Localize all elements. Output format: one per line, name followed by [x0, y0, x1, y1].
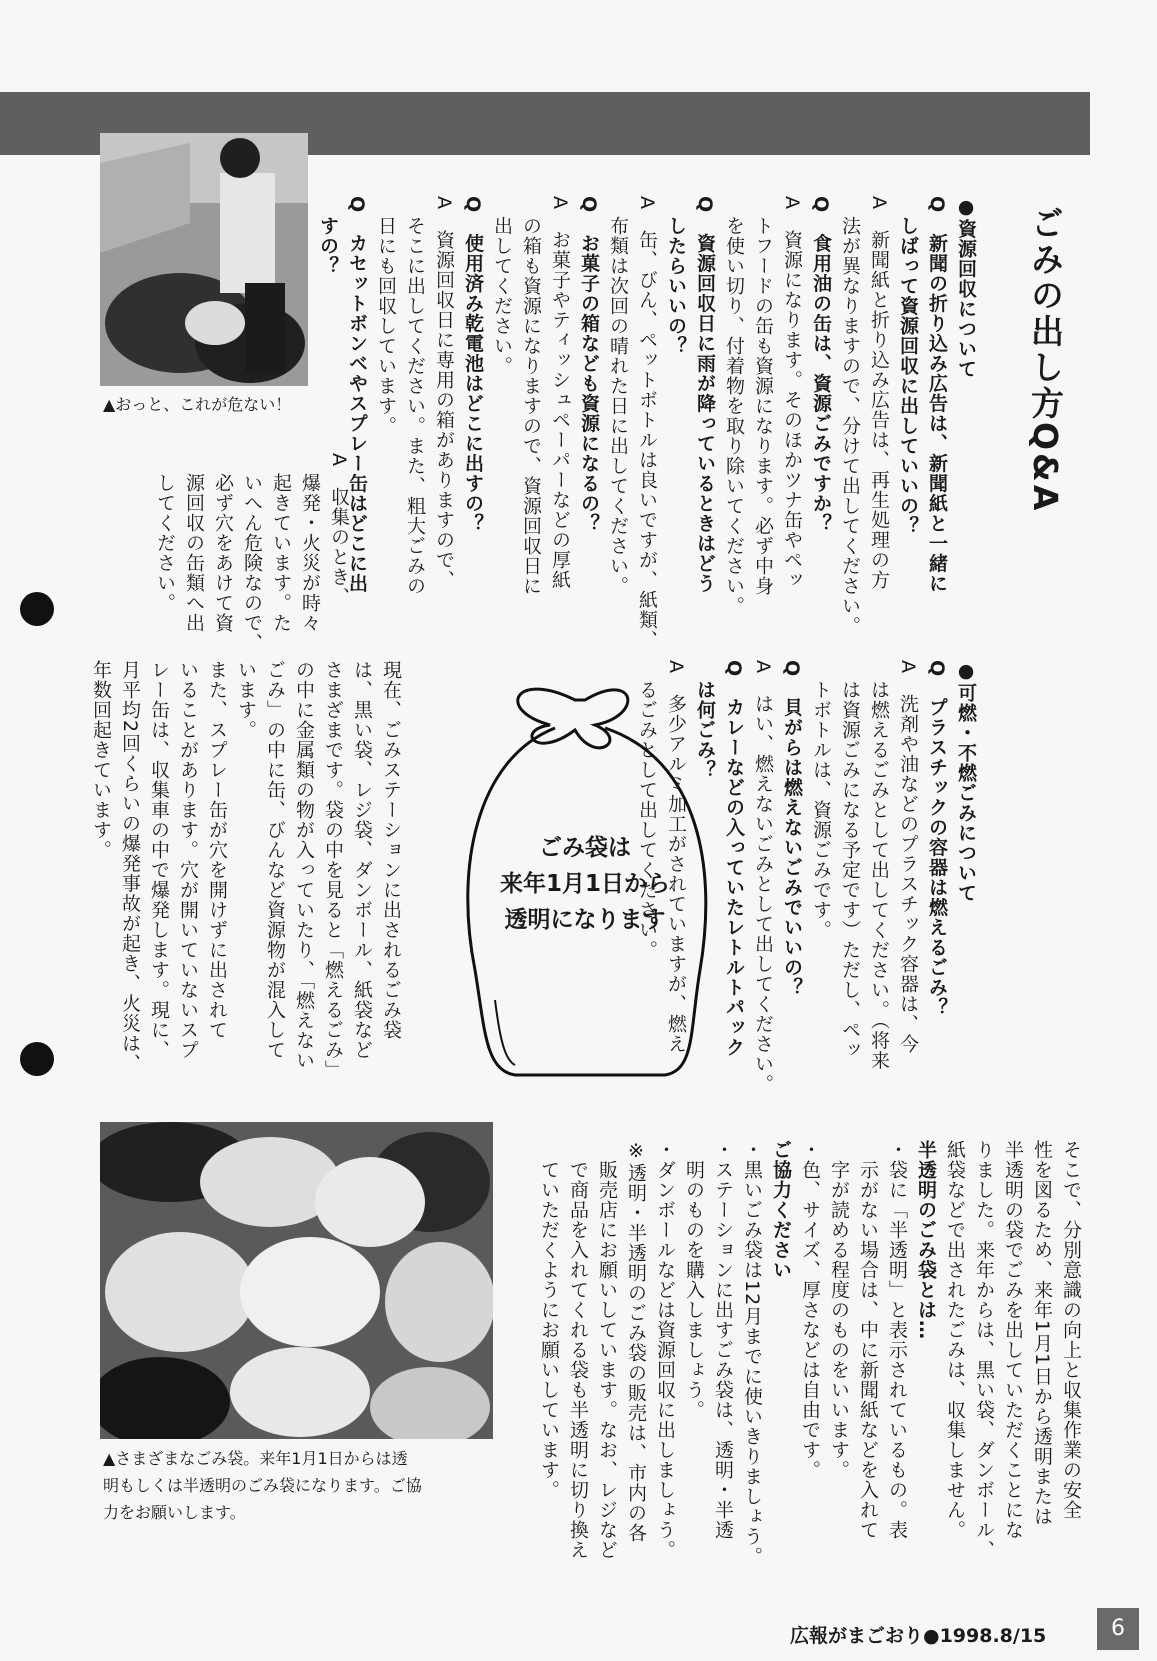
text-line: 示がない場合は、中に新聞紙などを入れて — [857, 1140, 879, 1540]
text-line: A 多少アルミ加工がされていますが、燃え — [665, 660, 687, 1054]
photo-various-bags — [100, 1122, 493, 1439]
text-line: 明のものを購入しましょう。 — [683, 1140, 705, 1420]
text-line: Q 使用済み乾電池はどこに出すの？ — [462, 196, 484, 534]
text-line: ご協力ください — [770, 1140, 792, 1280]
text-line: いることがあります。穴が開いていないスプ — [177, 660, 199, 1060]
text-line: 起きています。た — [270, 453, 292, 633]
text-line: したらいいの？ — [665, 196, 687, 356]
text-line: 月平均2回くらいの爆発事故が起き、火災は、 — [119, 660, 141, 1074]
section-resource-qa — [313, 196, 980, 650]
section-heading: ●資源回収について — [955, 196, 977, 379]
text-line: さまざまです。袋の中を見ると「燃えるごみ」 — [322, 660, 344, 1080]
text-line: ・色、サイズ、厚さなどは自由です。 — [799, 1140, 821, 1480]
text-line: また、スプレー缶が穴を開けずに出されて — [206, 660, 228, 1040]
text-line: 販売店にお願いしています。なお、レジなど — [596, 1140, 618, 1560]
text-line: 半透明の袋でごみを出していただくことにな — [1002, 1140, 1024, 1540]
text-line: りました。来年からは、黒い袋、ダンボール、 — [973, 1140, 995, 1560]
text-line: ていただくようにお願いしています。 — [538, 1140, 560, 1500]
photo-garbage-disposal — [100, 133, 308, 386]
answer-spray-cans — [150, 453, 353, 653]
text-line: いへん危険なので、 — [241, 453, 263, 653]
text-line: 布類は次回の晴れた日に出してください。 — [607, 196, 629, 596]
text-line: Q 資源回収日に雨が降っているときはどう — [694, 196, 716, 594]
text-line: A 缶、びん、ペットボトルは良いですが、紙類、 — [636, 196, 658, 650]
text-line: A 洗剤や油などのプラスチック容器は、今 — [897, 660, 919, 1054]
text-line: A 資源になります。そのほかツナ缶やペッ — [781, 196, 803, 590]
article-transparent-bags — [505, 1140, 1085, 1580]
text-line: ・ステーションに出すごみ袋は、透明・半透 — [712, 1140, 734, 1540]
text-line: 法が異なりますので、分けて出してください。 — [839, 196, 861, 636]
text-line: 爆発・火災が時々 — [299, 453, 321, 633]
text-line: で商品を入れてくれる袋も半透明に切り換え — [567, 1140, 589, 1560]
text-line: してください。 — [154, 453, 176, 613]
text-line: A 収集のとき、 — [328, 453, 350, 607]
article-current-situation — [90, 660, 405, 1090]
bag-text-line-1: ごみ袋は — [539, 835, 631, 861]
text-line: 現在、ごみステーションに出されるごみ袋 — [380, 660, 402, 1040]
text-line: Q お菓子の箱なども資源になるの？ — [578, 196, 600, 534]
text-line: は何ごみ？ — [694, 660, 716, 780]
bag-text-line-2: 来年1月1日から — [499, 871, 670, 897]
text-line: 必ず穴をあけて資 — [212, 453, 234, 633]
text-line: ごみ」の中に缶、びんなど資源物が混入して — [264, 660, 286, 1060]
text-line: 日にも回収しています。 — [375, 196, 397, 436]
footer-publication: 広報がまごおり●1998.8/15 — [790, 1625, 1047, 1647]
text-line: 源回収の缶類へ出 — [183, 453, 205, 633]
text-line: すの？ — [317, 196, 339, 276]
punch-hole-bottom — [20, 1042, 54, 1076]
text-line: ※透明・半透明のごみ袋の販売は、市内の各 — [625, 1140, 647, 1543]
text-line: A 新聞紙と折り込み広告は、再生処理の方 — [868, 196, 890, 590]
text-line: 性を図るため、来年1月1日から透明または — [1031, 1140, 1053, 1527]
text-line: しばって資源回収に出していいの？ — [897, 196, 919, 536]
text-line: A はい、燃えないごみとして出してください。 — [752, 660, 774, 1094]
text-line: ・ダンボールなどは資源回収に出しましょう。 — [654, 1140, 676, 1560]
text-line: Q プラスチックの容器は燃えるごみ？ — [926, 660, 948, 1018]
text-line: ・袋に「半透明」と表示されているもの。表 — [886, 1140, 908, 1540]
section-heading: ●可燃・不燃ごみについて — [955, 660, 977, 903]
caption-line: 明もしくは半透明のごみ袋になります。ご協 — [103, 1476, 422, 1495]
text-line: A 資源回収日に専用の箱がありますので、 — [433, 196, 455, 590]
photo2-caption — [103, 1445, 422, 1526]
text-line: 紙袋などで出されたごみは、収集しません。 — [944, 1140, 966, 1540]
page-number: 6 — [1097, 1608, 1139, 1650]
punch-hole-top — [20, 592, 54, 626]
text-line: 年数回起きています。 — [90, 660, 112, 860]
garbage-bag-illustration — [455, 670, 715, 1090]
text-line: は、黒い袋、レジ袋、ダンボール、紙袋など — [351, 660, 373, 1060]
text-line: の中に金属類の物が入っていたり、「燃えない — [293, 660, 315, 1071]
text-line: 字が読める程度のものをいいます。 — [828, 1140, 850, 1480]
text-line: は燃えるごみとして出してください。（将来 — [868, 660, 890, 1071]
text-line: ・黒いごみ袋は12月までに使いきりましょう。 — [741, 1140, 763, 1567]
text-line: Q カセットボンベやスプレー缶はどこに出 — [346, 196, 368, 594]
text-line: Q 新聞の折り込み広告は、新聞紙と一緒に — [926, 196, 948, 594]
text-line: そこで、分別意識の向上と収集作業の安全 — [1060, 1140, 1082, 1520]
text-line: 出してください。 — [491, 196, 513, 376]
text-line: の箱も資源になりますので、資源回収日に — [520, 196, 542, 596]
text-line: Q 食用油の缶は、資源ごみですか？ — [810, 196, 832, 534]
text-line: Q カレーなどの入っていたレトルトパック — [723, 660, 745, 1058]
text-line: そこに出してください。また、粗大ごみの — [404, 196, 426, 596]
photo1-caption: ▲おっと、これが危ない！ — [103, 395, 292, 414]
bag-text-line-3: 透明になります — [504, 907, 666, 933]
text-line: トフードの缶も資源になります。必ず中身 — [752, 196, 774, 596]
text-line: を使い切り、付着物を取り除いてください。 — [723, 196, 745, 616]
text-line: A お菓子やティッシュペーパーなどの厚紙 — [549, 196, 571, 590]
caption-line: ▲さまざまなごみ袋。来年1月1日からは透 — [103, 1449, 408, 1468]
text-line: います。 — [235, 660, 257, 740]
text-line: レー缶は、収集車の中で爆発します。現に、 — [148, 660, 170, 1060]
text-line: は資源ごみになる予定です）ただし、ペッ — [839, 660, 861, 1060]
text-line: トボトルは、資源ごみです。 — [810, 660, 832, 940]
text-line: Q 貝がらは燃えないごみでいいの？ — [781, 660, 803, 998]
page-title: ごみの出し方Q&A — [1026, 206, 1065, 514]
caption-line: 力をお願いします。 — [103, 1503, 246, 1522]
text-line: 半透明のごみ袋とは… — [915, 1140, 937, 1340]
text-line: るごみとして出してください。 — [636, 660, 658, 960]
